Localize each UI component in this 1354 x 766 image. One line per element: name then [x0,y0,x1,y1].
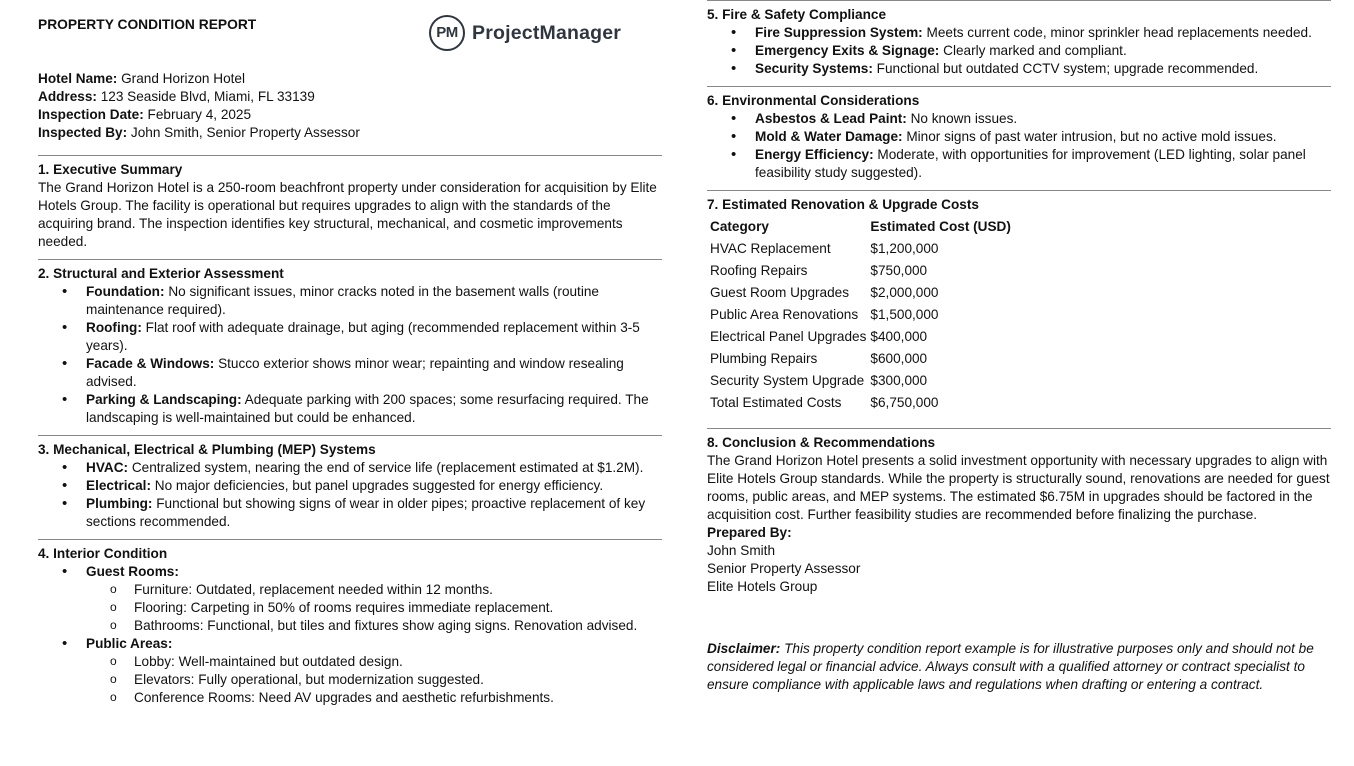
section-conclusion [707,429,1331,604]
item-label: Security Systems: [755,61,873,76]
table-header-row [708,216,1013,238]
cell-category: HVAC Replacement [710,241,831,256]
section-body: The Grand Horizon Hotel is a 250-room beachfront property under consideration for acquisition by Elite Hotels Group. The facility is operational but requires upgrades to align with the standards of the acquiring brand. The inspection identifies key structural, mechanical, and cosmetic improvements needed. [38,180,657,249]
cell-category: Electrical Panel Upgrades [710,329,867,344]
item-text: Stucco exterior shows minor wear; repainting and window resealing advised. [86,356,624,389]
list-item [86,355,662,391]
sub-list-item: o Elevators: Fully operational, but modernization suggested. [134,671,662,689]
sub-list-item: o Conference Rooms: Need AV upgrades and aesthetic refurbishments. [134,689,662,707]
section-structural [38,260,662,435]
disclaimer [707,640,1331,694]
cell-cost: $2,000,000 [870,285,939,300]
disclaimer-text: This property condition report example is for illustrative purposes only and should not be considered legal or financial advice. Always consult with a qualified attorney or contract specialist to ensure compliance with applicable laws and regulations when drafting or entering a contract. [707,641,1314,692]
bullet-list [38,563,662,707]
item-label: Roofing: [86,320,142,335]
address-label: Address: [38,89,97,104]
section-body: The Grand Horizon Hotel presents a solid investment opportunity with necessary upgrades to align with Elite Hotels Group standards. While the property is structurally sound, renovations are needed for guest rooms, public areas, and MEP systems. The estimated $6.75M in upgrades should be factored in the acquisition cost. Further feasibility studies are recommended before finalizing the purchase. [707,453,1330,522]
sub-list-item: o Lobby: Well-maintained but outdated design. [134,653,662,671]
item-text: Minor signs of past water intrusion, but no active mold issues. [906,129,1277,144]
cell-cost: $400,000 [870,329,928,344]
right-column [707,0,1331,694]
hotel-name-value: Grand Horizon Hotel [121,71,246,86]
bullet-list [707,24,1331,78]
inspection-date-value: February 4, 2025 [147,107,252,122]
inspected-by-row [38,124,662,142]
item-label: Emergency Exits & Signage: [755,43,940,58]
section-mep [38,436,662,539]
prepared-by-org: Elite Hotels Group [707,579,818,594]
page-title: PROPERTY CONDITION REPORT [38,17,257,32]
section-title: 4. Interior Condition [38,546,168,561]
list-item [755,42,1331,60]
cell-cost: $1,500,000 [870,307,939,322]
header [38,0,662,44]
section-title: 5. Fire & Safety Compliance [707,7,887,22]
cost-table [708,216,1013,414]
cell-cost: $750,000 [870,263,928,278]
prepared-by-name: John Smith [707,543,776,558]
table-row [708,282,1013,304]
list-item [86,477,662,495]
item-text: Functional but outdated CCTV system; upgrade recommended. [876,61,1259,76]
sub-list [86,581,662,635]
item-text: No known issues. [910,111,1018,126]
property-info [38,70,662,142]
section-title: 3. Mechanical, Electrical & Plumbing (MEP) Systems [38,442,376,457]
item-text: Adequate parking with 200 spaces; some resurfacing required. The landscaping is well-maintained but could be enhanced. [86,392,649,425]
list-item [755,110,1331,128]
bullet-list [707,110,1331,182]
table-row [708,304,1013,326]
sub-list [86,653,662,707]
total-value: $6,750,000 [870,395,939,410]
item-text: Flat roof with adequate drainage, but aging (recommended replacement within 3-5 years). [86,320,640,353]
item-text: Moderate, with opportunities for improvement (LED lighting, solar panel feasibility study suggested). [755,147,1306,180]
item-label: Guest Rooms: [86,564,179,579]
section-costs [707,191,1331,428]
item-label: Energy Efficiency: [755,147,874,162]
table-row [708,348,1013,370]
table-total-row [708,392,1013,414]
cell-cost: $300,000 [870,373,928,388]
table-row [708,326,1013,348]
item-label: Public Areas: [86,636,173,651]
section-title: 6. Environmental Considerations [707,93,920,108]
section-environmental [707,87,1331,190]
item-label: Plumbing: [86,496,153,511]
item-label: Facade & Windows: [86,356,215,371]
section-title: 8. Conclusion & Recommendations [707,435,936,450]
list-item [755,24,1331,42]
cell-category: Plumbing Repairs [710,351,818,366]
disclaimer-label: Disclaimer: [707,641,781,656]
sub-list-item: o Bathrooms: Functional, but tiles and fixtures show aging signs. Renovation advised. [134,617,662,635]
address-value: 123 Seaside Blvd, Miami, FL 33139 [100,89,315,104]
table-row [708,238,1013,260]
cell-category: Guest Room Upgrades [710,285,850,300]
list-item [86,391,662,427]
item-label: Electrical: [86,478,151,493]
inspected-by-label: Inspected By: [38,125,128,140]
address-row [38,88,662,106]
column-header-cost: Estimated Cost (USD) [870,219,1011,234]
section-title: 7. Estimated Renovation & Upgrade Costs [707,197,979,212]
item-label: Fire Suppression System: [755,25,923,40]
cell-category: Security System Upgrade [710,373,865,388]
logo [429,15,621,51]
list-item [86,459,662,477]
item-text: No major deficiencies, but panel upgrades suggested for energy efficiency. [154,478,604,493]
logo-text: ProjectManager [472,22,622,44]
section-title: 2. Structural and Exterior Assessment [38,266,284,281]
list-item [755,60,1331,78]
item-label: Foundation: [86,284,165,299]
section-interior [38,540,662,715]
item-text: No significant issues, minor cracks noted in the basement walls (routine maintenance required). [86,284,599,317]
section-executive-summary [38,156,662,259]
list-item [86,495,662,531]
table-row [708,260,1013,282]
item-text: Clearly marked and compliant. [943,43,1127,58]
section-title: 1. Executive Summary [38,162,183,177]
sub-list-item: o Flooring: Carpeting in 50% of rooms requires immediate replacement. [134,599,662,617]
item-text: Centralized system, nearing the end of service life (replacement estimated at $1.2M). [131,460,644,475]
section-fire-safety [707,1,1331,86]
item-text: Meets current code, minor sprinkler head replacements needed. [926,25,1312,40]
column-header-category: Category [710,219,769,234]
list-item [86,319,662,355]
item-label: HVAC: [86,460,129,475]
logo-mark-icon: PM [429,15,465,51]
list-item [755,128,1331,146]
table-row [708,370,1013,392]
total-label: Total Estimated Costs [710,395,842,410]
item-text: Functional but showing signs of wear in older pipes; proactive replacement of key sections recommended. [86,496,646,529]
list-item [86,635,662,707]
item-label: Parking & Landscaping: [86,392,242,407]
inspection-date-label: Inspection Date: [38,107,144,122]
prepared-by-label: Prepared By: [707,525,792,540]
hotel-name-row [38,70,662,88]
item-label: Asbestos & Lead Paint: [755,111,907,126]
bullet-list [38,283,662,427]
list-item [755,146,1331,182]
prepared-by-title: Senior Property Assessor [707,561,861,576]
left-column [38,0,662,715]
cell-cost: $1,200,000 [870,241,939,256]
cell-category: Roofing Repairs [710,263,808,278]
hotel-name-label: Hotel Name: [38,71,118,86]
inspection-date-row [38,106,662,124]
list-item [86,563,662,635]
cell-cost: $600,000 [870,351,928,366]
inspected-by-value: John Smith, Senior Property Assessor [130,125,360,140]
item-label: Mold & Water Damage: [755,129,903,144]
cell-category: Public Area Renovations [710,307,859,322]
bullet-list [38,459,662,531]
list-item [86,283,662,319]
sub-list-item: o Furniture: Outdated, replacement needed within 12 months. [134,581,662,599]
